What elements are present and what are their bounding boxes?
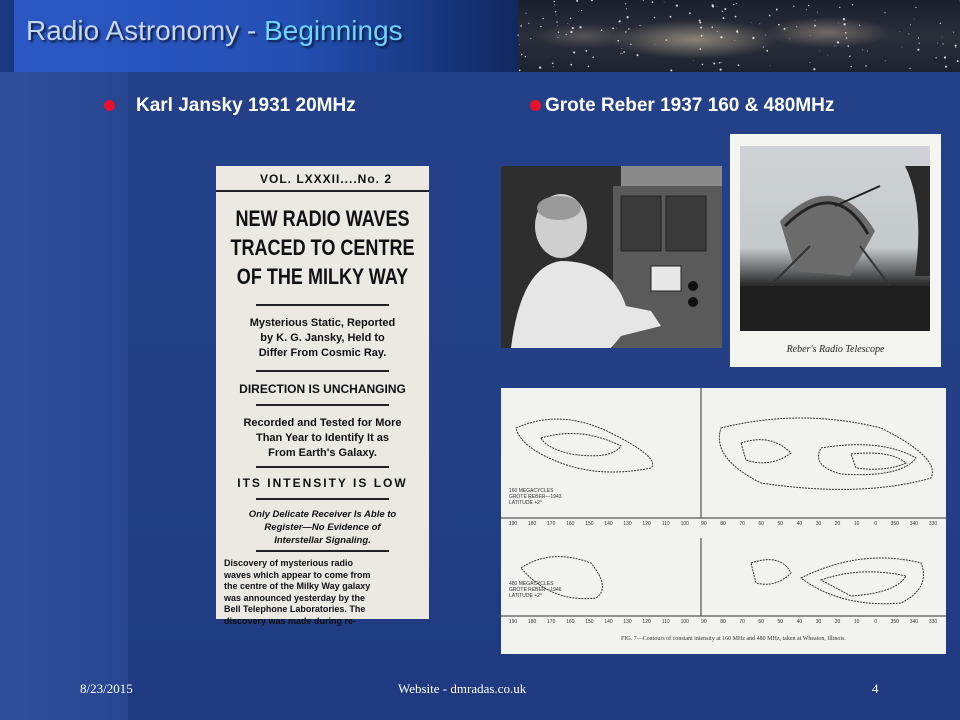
star bbox=[654, 17, 656, 19]
star bbox=[689, 12, 691, 14]
star bbox=[539, 66, 541, 68]
star bbox=[557, 37, 558, 38]
bullet-reber: Grote Reber 1937 160 & 480MHz bbox=[545, 95, 835, 116]
star bbox=[834, 45, 835, 46]
star bbox=[843, 23, 845, 25]
tick-label: 150 bbox=[585, 521, 594, 527]
footer-website: Website - dmradas.co.uk bbox=[398, 681, 527, 696]
footer-date: 8/23/2015 bbox=[80, 681, 133, 696]
star bbox=[806, 9, 807, 10]
tick-label: 160 bbox=[566, 619, 575, 625]
label-160-line-1: 160 MEGACYCLES bbox=[509, 488, 554, 494]
sub5-line-2: Register—No Evidence of bbox=[264, 522, 381, 533]
star bbox=[942, 37, 943, 38]
star bbox=[884, 12, 885, 13]
star bbox=[899, 31, 900, 32]
newspaper-subhead-5 bbox=[224, 508, 421, 547]
tick-label: 190 bbox=[508, 521, 518, 527]
title-accent: Beginnings bbox=[264, 15, 403, 46]
bullet-dot-reber bbox=[530, 100, 541, 111]
star bbox=[957, 60, 959, 62]
star bbox=[559, 35, 560, 36]
tick-label: 170 bbox=[547, 521, 556, 527]
tick-label: 120 bbox=[642, 521, 651, 527]
star bbox=[578, 12, 579, 13]
tick-label: 130 bbox=[623, 619, 632, 625]
tick-label: 180 bbox=[527, 619, 537, 625]
milky-way-banner bbox=[518, 0, 960, 72]
star bbox=[676, 5, 678, 7]
body-line-1: Discovery of mysterious radio bbox=[224, 558, 354, 568]
tick-label: 330 bbox=[928, 521, 938, 527]
sub3-line-2: Than Year to Identify It as bbox=[255, 432, 390, 444]
body-line-4: was announced yesterday by the bbox=[224, 592, 366, 603]
star bbox=[570, 18, 571, 19]
star bbox=[902, 47, 903, 48]
tick-label: 0 bbox=[874, 619, 878, 625]
star bbox=[622, 53, 623, 54]
label-480-line-1: 480 MEGACYCLES bbox=[509, 581, 554, 587]
contour-map-image bbox=[501, 388, 946, 654]
body-line-2: waves which appear to come from bbox=[224, 569, 371, 580]
tick-label: 110 bbox=[661, 521, 670, 527]
star bbox=[766, 50, 768, 52]
tick-label: 70 bbox=[739, 619, 745, 625]
tick-label: 40 bbox=[796, 521, 803, 527]
star bbox=[525, 56, 526, 57]
label-160-line-3: LATITUDE +2° bbox=[509, 500, 542, 506]
star bbox=[556, 21, 557, 22]
star-field-image bbox=[518, 0, 960, 72]
footer-page-number: 4 bbox=[872, 681, 879, 696]
tick-label: 40 bbox=[796, 619, 803, 625]
tick-label: 20 bbox=[834, 521, 841, 527]
star bbox=[652, 1, 654, 3]
star bbox=[620, 53, 621, 54]
star bbox=[623, 51, 625, 53]
star bbox=[713, 63, 715, 65]
star bbox=[839, 7, 840, 8]
tick-label: 90 bbox=[701, 521, 707, 527]
star bbox=[769, 15, 771, 17]
contour-caption: FIG. 7—Contours of constant intensity at 160 MHz and 480 MHz, taken at Wheaton, Illinois. bbox=[621, 636, 846, 642]
star bbox=[814, 25, 816, 27]
tick-label: 60 bbox=[758, 521, 764, 527]
telescope-image bbox=[740, 146, 930, 331]
reber-telescope-photo bbox=[730, 134, 941, 367]
star bbox=[778, 24, 780, 26]
star bbox=[581, 10, 582, 11]
tick-label: 120 bbox=[642, 619, 651, 625]
grote-reber-photo bbox=[501, 166, 722, 348]
sub1-line-1: Mysterious Static, Reported bbox=[249, 317, 396, 329]
title-main: Radio Astronomy - bbox=[26, 15, 265, 46]
tick-label: 170 bbox=[547, 619, 556, 625]
title-edge bbox=[0, 0, 14, 72]
tick-label: 0 bbox=[874, 521, 878, 527]
star bbox=[601, 29, 603, 31]
star bbox=[643, 0, 644, 1]
star bbox=[852, 4, 853, 5]
star bbox=[618, 21, 619, 22]
star bbox=[693, 60, 694, 61]
star bbox=[579, 26, 581, 28]
star bbox=[935, 57, 936, 58]
star bbox=[885, 60, 886, 61]
star bbox=[776, 9, 778, 11]
star bbox=[625, 3, 626, 4]
newspaper-clipping bbox=[216, 166, 429, 626]
star bbox=[558, 32, 559, 33]
star bbox=[827, 55, 828, 56]
bullet-dot-jansky bbox=[104, 100, 115, 111]
star bbox=[919, 42, 920, 43]
star bbox=[616, 28, 617, 29]
star bbox=[765, 35, 766, 36]
star bbox=[737, 30, 738, 31]
star bbox=[699, 21, 701, 23]
star bbox=[542, 18, 544, 20]
star bbox=[909, 68, 910, 69]
sub3-line-1: Recorded and Tested for More bbox=[243, 417, 402, 429]
star bbox=[809, 62, 810, 63]
star bbox=[554, 4, 555, 5]
star bbox=[752, 37, 754, 39]
star bbox=[733, 4, 734, 5]
tick-label: 100 bbox=[680, 619, 689, 625]
star bbox=[917, 49, 919, 51]
slide-title bbox=[26, 15, 403, 47]
star bbox=[859, 25, 860, 26]
tick-label: 180 bbox=[527, 521, 537, 527]
label-480-line-3: LATITUDE +2° bbox=[509, 593, 542, 599]
star bbox=[943, 43, 944, 44]
newspaper-volume: VOL. LXXXII....No. 2 bbox=[260, 172, 393, 186]
star bbox=[573, 51, 575, 53]
tick-label: 350 bbox=[890, 619, 899, 625]
contour-map-figure bbox=[501, 388, 946, 654]
star bbox=[630, 44, 631, 45]
label-160-line-2: GROTE REBER—1943 bbox=[509, 494, 562, 500]
star bbox=[530, 38, 531, 39]
star bbox=[808, 5, 810, 7]
newspaper-headline bbox=[227, 204, 418, 291]
sub1-line-3: Differ From Cosmic Ray. bbox=[258, 347, 387, 359]
star bbox=[759, 23, 760, 24]
star bbox=[763, 46, 764, 47]
star bbox=[770, 65, 771, 66]
tick-label: 100 bbox=[680, 521, 689, 527]
headline-line-2: TRACED TO CENTRE bbox=[230, 235, 415, 260]
star bbox=[525, 13, 526, 14]
star bbox=[553, 66, 554, 67]
star bbox=[664, 2, 665, 3]
tick-label: 70 bbox=[739, 521, 745, 527]
star bbox=[699, 20, 701, 22]
newspaper-subhead-1 bbox=[224, 316, 421, 361]
body-line-6: discovery was made during re- bbox=[224, 615, 357, 626]
star bbox=[955, 47, 956, 48]
star bbox=[837, 41, 839, 43]
star bbox=[567, 23, 568, 24]
star bbox=[937, 42, 938, 43]
tick-label: 140 bbox=[604, 619, 613, 625]
tick-label: 350 bbox=[890, 521, 899, 527]
star bbox=[751, 22, 752, 23]
star bbox=[940, 23, 941, 24]
star bbox=[793, 6, 794, 7]
star bbox=[817, 12, 818, 13]
star bbox=[556, 15, 557, 16]
star bbox=[520, 25, 522, 27]
newspaper-subhead-3 bbox=[224, 416, 421, 461]
title-bar bbox=[0, 0, 960, 72]
left-band bbox=[0, 72, 128, 720]
star bbox=[851, 66, 852, 67]
newspaper-content bbox=[216, 166, 429, 626]
star bbox=[819, 51, 820, 52]
tick-label: 20 bbox=[834, 619, 841, 625]
star bbox=[670, 16, 672, 18]
star bbox=[519, 44, 520, 45]
star bbox=[845, 32, 847, 34]
star bbox=[540, 26, 541, 27]
star bbox=[702, 64, 704, 66]
newspaper-body bbox=[224, 558, 421, 627]
tick-label: 340 bbox=[909, 521, 919, 527]
star bbox=[848, 45, 850, 47]
tick-label: 110 bbox=[661, 619, 670, 625]
star bbox=[945, 66, 947, 68]
star bbox=[720, 69, 722, 71]
newspaper-subhead-2: DIRECTION IS UNCHANGING bbox=[239, 382, 406, 396]
label-480-line-2: GROTE REBER—1946 bbox=[509, 587, 562, 593]
tick-label: 190 bbox=[508, 619, 518, 625]
star bbox=[521, 54, 522, 55]
star bbox=[862, 49, 863, 50]
contour-label-480 bbox=[509, 581, 562, 599]
star bbox=[588, 65, 590, 67]
tick-label: 140 bbox=[604, 521, 613, 527]
star bbox=[738, 64, 740, 66]
star bbox=[955, 45, 957, 47]
star bbox=[625, 31, 627, 33]
star bbox=[700, 27, 702, 29]
star bbox=[552, 62, 554, 64]
star bbox=[846, 37, 848, 39]
star bbox=[639, 25, 640, 26]
star bbox=[591, 0, 593, 1]
star bbox=[838, 23, 839, 24]
star bbox=[570, 31, 572, 33]
bullet-jansky: Karl Jansky 1931 20MHz bbox=[136, 95, 356, 116]
star bbox=[570, 64, 572, 66]
star bbox=[815, 20, 816, 21]
star bbox=[953, 32, 954, 33]
tick-label: 340 bbox=[909, 619, 919, 625]
star bbox=[784, 28, 786, 30]
star bbox=[918, 37, 919, 38]
star bbox=[724, 8, 726, 10]
star bbox=[585, 50, 587, 52]
star bbox=[719, 62, 721, 64]
sub5-line-3: Interstellar Signaling. bbox=[274, 535, 371, 546]
tick-label: 90 bbox=[701, 619, 707, 625]
star bbox=[796, 26, 797, 27]
tick-label: 60 bbox=[758, 619, 764, 625]
star bbox=[734, 40, 735, 41]
tick-label: 80 bbox=[720, 521, 726, 527]
star bbox=[810, 35, 811, 36]
star bbox=[566, 34, 567, 35]
star bbox=[944, 56, 946, 58]
tick-label: 30 bbox=[815, 619, 822, 625]
star bbox=[655, 44, 656, 45]
star bbox=[576, 0, 578, 2]
star bbox=[665, 39, 667, 41]
tick-label: 10 bbox=[853, 521, 860, 527]
newspaper-subhead-4: ITS INTENSITY IS LOW bbox=[237, 476, 408, 490]
star bbox=[555, 11, 556, 12]
star bbox=[914, 19, 915, 20]
star bbox=[735, 16, 737, 18]
telescope-drawing bbox=[740, 146, 930, 331]
star bbox=[789, 39, 790, 40]
star bbox=[867, 50, 868, 51]
headline-line-3: OF THE MILKY WAY bbox=[236, 264, 409, 289]
sub3-line-3: From Earth's Galaxy. bbox=[268, 447, 377, 459]
star bbox=[843, 18, 845, 20]
star bbox=[849, 56, 851, 58]
star bbox=[908, 33, 909, 34]
tick-label: 330 bbox=[928, 619, 938, 625]
star bbox=[626, 8, 627, 9]
contour-label-160 bbox=[509, 488, 562, 506]
star bbox=[910, 24, 911, 25]
tick-label: 80 bbox=[720, 619, 726, 625]
telescope-caption: Reber's Radio Telescope bbox=[786, 344, 885, 355]
star bbox=[712, 26, 714, 28]
star bbox=[699, 48, 701, 50]
star bbox=[813, 68, 815, 70]
star bbox=[736, 3, 737, 4]
sub5-line-1: Only Delicate Receiver Is Able to bbox=[248, 509, 397, 520]
tick-label: 130 bbox=[623, 521, 632, 527]
star bbox=[722, 11, 723, 12]
star bbox=[519, 70, 521, 72]
tick-label: 50 bbox=[777, 619, 784, 625]
body-line-3: the centre of the Milky Way galaxy bbox=[224, 581, 371, 591]
star bbox=[915, 7, 916, 8]
reber-photo-image bbox=[501, 166, 722, 348]
headline-line-1: NEW RADIO WAVES bbox=[235, 206, 410, 231]
star bbox=[717, 6, 718, 7]
tick-label: 10 bbox=[853, 619, 860, 625]
star bbox=[720, 36, 722, 38]
tick-label: 50 bbox=[777, 521, 784, 527]
star bbox=[553, 1, 555, 3]
body-line-5: Bell Telephone Laboratories. The bbox=[224, 604, 366, 614]
star bbox=[701, 35, 703, 37]
tick-label: 30 bbox=[815, 521, 822, 527]
star bbox=[528, 23, 529, 24]
star bbox=[711, 4, 713, 6]
tick-label: 150 bbox=[585, 619, 594, 625]
star bbox=[670, 69, 672, 71]
sub1-line-2: by K. G. Jansky, Held to bbox=[260, 332, 385, 344]
star bbox=[592, 56, 594, 58]
star bbox=[787, 27, 788, 28]
star bbox=[617, 40, 619, 42]
star bbox=[721, 62, 722, 63]
star bbox=[737, 31, 739, 33]
star bbox=[557, 25, 558, 26]
star bbox=[626, 16, 628, 18]
star bbox=[636, 54, 638, 56]
star bbox=[572, 27, 574, 29]
star bbox=[723, 17, 725, 19]
star bbox=[628, 28, 630, 30]
tick-label: 160 bbox=[566, 521, 575, 527]
star bbox=[612, 27, 614, 29]
star bbox=[865, 65, 867, 67]
star bbox=[517, 34, 518, 35]
star bbox=[717, 31, 718, 32]
star bbox=[621, 48, 622, 49]
